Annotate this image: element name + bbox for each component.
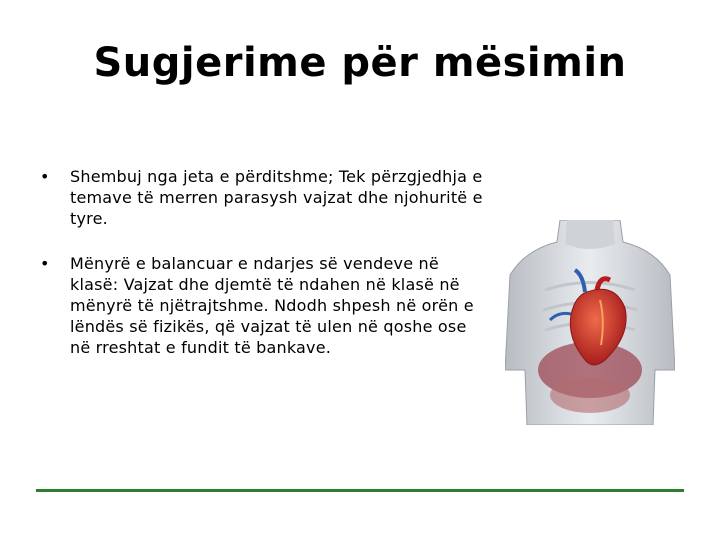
bullet-text: Mënyrë e balancuar e ndarjes së vendeve në klasë: Vajzat dhe djemtë të ndahen në klasë në mënyrë të njëtrajtshme. Ndodh shpesh në orën e lëndës së fizikës, që vajzat të ulen në qoshe ose në rreshtat e fundit të bankave. [70, 254, 474, 357]
bullet-item [40, 253, 490, 358]
bullet-marker: • [40, 254, 50, 273]
slide-title: Sugjerime për mësimin [93, 40, 627, 86]
bullet-marker: • [40, 167, 50, 186]
bullet-item [40, 166, 490, 229]
torso-heart-illustration [505, 220, 675, 425]
bullet-text: Shembuj nga jeta e përditshme; Tek përzgjedhja e temave të merren parasysh vajzat dhe njohuritë e tyre. [70, 167, 483, 228]
bullet-list [40, 166, 490, 382]
bottom-divider [36, 489, 684, 492]
